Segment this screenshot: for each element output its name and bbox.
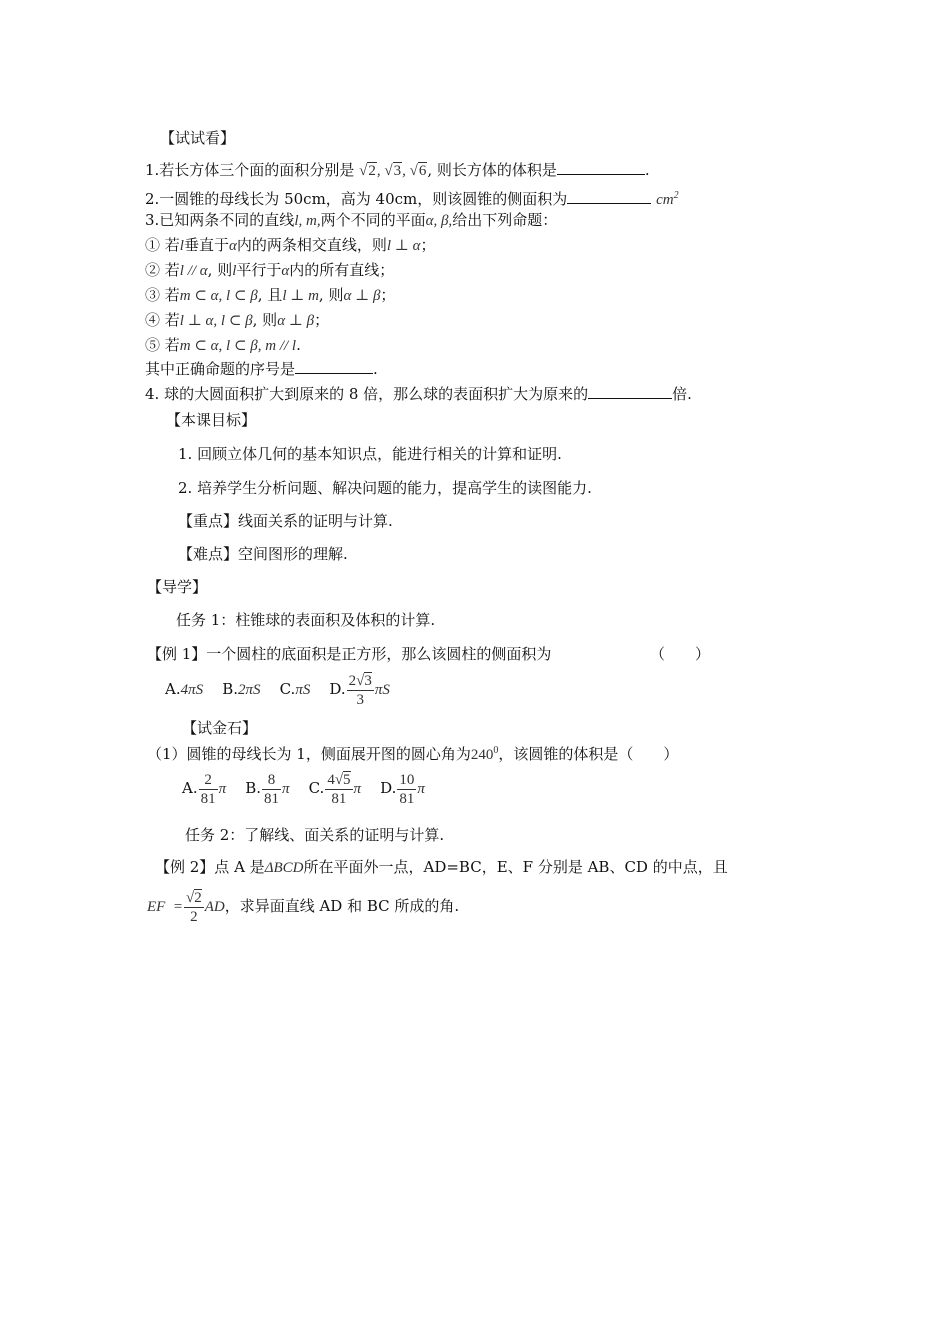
question-2: 2.一圆锥的母线长为 50cm，高为 40cm，则该圆锥的侧面积为 $cm^2$ [145, 190, 679, 208]
proposition-3: ③ 若m ⊂ α, l ⊂ β, 且l ⊥ m, 则α ⊥ β； [145, 286, 396, 304]
answer-blank[interactable] [588, 384, 672, 399]
test-question-1: （1）圆锥的母线长为 1，侧面展开图的圆心角为$240^0$，该圆锥的体积是（ ） [147, 745, 679, 763]
question-3-answer: 其中正确命题的序号是 . [145, 360, 378, 378]
section-header-test: 【试金石】 [182, 719, 258, 737]
proposition-2: ② 若l // α, 则l平行于α内的所有直线； [145, 261, 395, 279]
option-b[interactable]: B. [245, 779, 261, 797]
proposition-5: ⑤ 若m ⊂ α, l ⊂ β, m // l. [145, 336, 301, 354]
example-1-options: A.4πS B.2πS C.πS D. $\frac{2√3}{3}$ πS [165, 672, 390, 708]
task-1: 任务 1：柱锥球的表面积及体积的计算. [176, 611, 436, 629]
question-1: 1.若长方体三个面的面积分别是 √2, √3, √6, 则长方体的体积是 . [145, 161, 650, 179]
task-2: 任务 2：了解线、面关系的证明与计算. [185, 826, 445, 844]
proposition-4: ④ 若l ⊥ α, l ⊂ β, 则α ⊥ β； [145, 311, 330, 329]
goal-1: 1. 回顾立体几何的基本知识点，能进行相关的计算和证明. [178, 445, 562, 463]
question-4: 4. 球的大圆面积扩大到原来的 8 倍，那么球的表面积扩大为原来的 倍. [145, 385, 692, 403]
example-2-condition: EF = $\frac{√2}{2}$ AD，求异面直线 AD 和 BC 所成的角. [147, 889, 460, 925]
proposition-1: ① 若l垂直于α内的两条相交直线，则l ⊥ α； [145, 236, 436, 254]
test-question-1-options: A. $\frac{2}{81}$ π B. $\frac{8}{81}$ π C. $\frac{4√5}{81}$ π D. $\frac{10}{81}$ π [182, 771, 425, 807]
example-2: 【例 2】点 A 是ΔBCD所在平面外一点，AD=BC，E、F 分别是 AB、CD 的中点，且 [155, 858, 728, 876]
option-b[interactable]: B. [222, 680, 238, 698]
option-c[interactable]: C. [279, 680, 296, 698]
option-a[interactable]: A. [182, 779, 198, 797]
option-c[interactable]: C. [308, 779, 325, 797]
section-header-try: 【试试看】 [160, 129, 236, 147]
option-d[interactable]: D. [380, 779, 397, 797]
key-point: 【重点】线面关系的证明与计算. [178, 512, 393, 530]
answer-paren[interactable]: （ ） [650, 645, 711, 663]
difficulty-point: 【难点】空间图形的理解. [178, 545, 348, 563]
section-header-guide: 【导学】 [147, 578, 208, 596]
option-a[interactable]: A. [165, 680, 181, 698]
answer-blank[interactable] [567, 189, 651, 204]
answer-blank[interactable] [295, 359, 373, 374]
goal-2: 2. 培养学生分析问题、解决问题的能力，提高学生的读图能力. [178, 479, 592, 497]
option-d[interactable]: D. [329, 680, 346, 698]
question-3: 3.已知两条不同的直线l, m,两个不同的平面α, β,给出下列命题： [145, 211, 558, 229]
section-header-goals: 【本课目标】 [166, 411, 257, 429]
example-1: 【例 1】一个圆柱的底面积是正方形，那么该圆柱的侧面积为 [147, 645, 552, 663]
answer-blank[interactable] [557, 160, 645, 175]
